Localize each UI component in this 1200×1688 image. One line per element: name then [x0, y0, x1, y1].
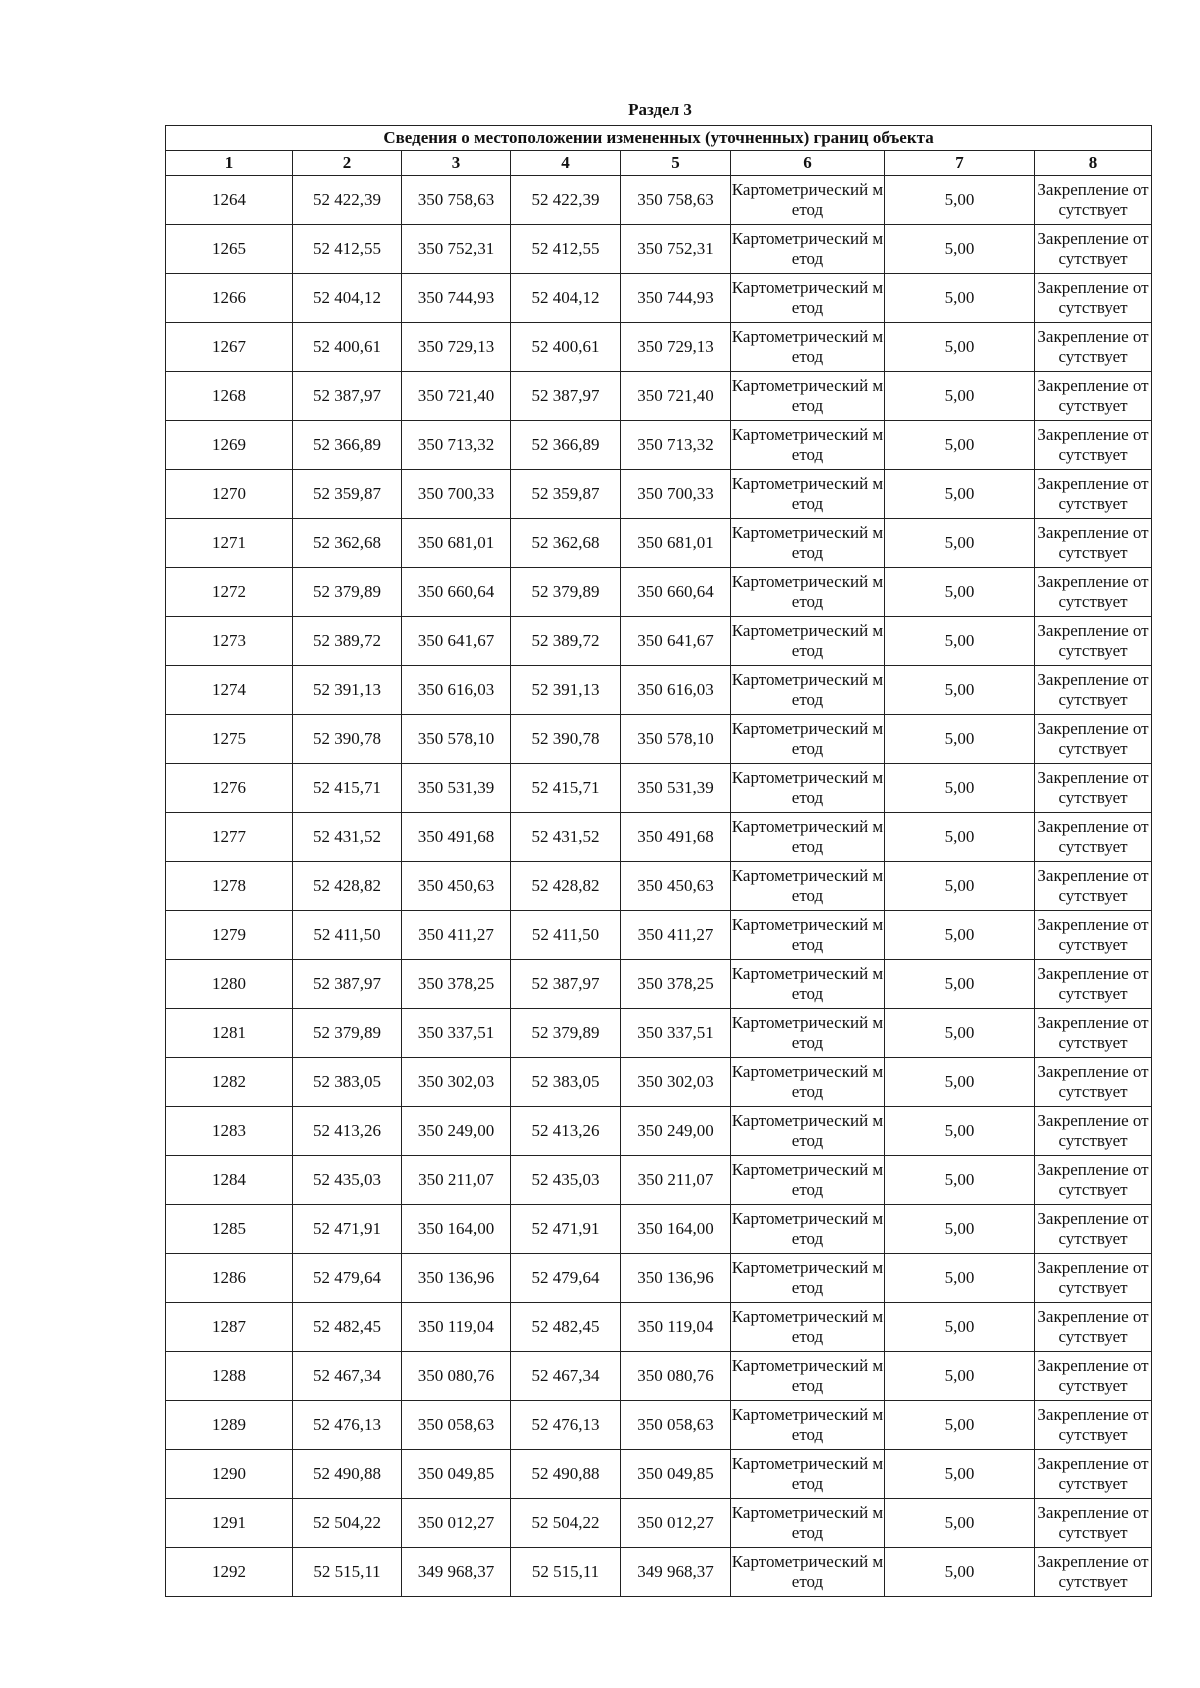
- x-existing-cell: 52 391,13: [293, 666, 402, 715]
- x-existing-cell: 52 415,71: [293, 764, 402, 813]
- column-number-row: [166, 151, 1152, 176]
- method-cell: Картометрический метод: [731, 421, 885, 470]
- column-number: 4: [511, 151, 621, 176]
- column-number: 1: [166, 151, 293, 176]
- table-row: [166, 421, 1152, 470]
- method-cell: Картометрический метод: [731, 1499, 885, 1548]
- method-cell: Картометрический метод: [731, 813, 885, 862]
- x-existing-cell: 52 362,68: [293, 519, 402, 568]
- fixing-cell: Закрепление отсутствует: [1035, 1156, 1152, 1205]
- x-existing-cell: 52 435,03: [293, 1156, 402, 1205]
- x-refined-cell: 52 359,87: [511, 470, 621, 519]
- table-row: [166, 1156, 1152, 1205]
- x-refined-cell: 52 400,61: [511, 323, 621, 372]
- table-row: [166, 1303, 1152, 1352]
- table-title: Сведения о местоположении измененных (уточненных) границ объекта: [166, 126, 1152, 151]
- y-refined-cell: 350 302,03: [621, 1058, 731, 1107]
- y-existing-cell: 350 049,85: [402, 1450, 511, 1499]
- point-number-cell: 1285: [166, 1205, 293, 1254]
- table-row: [166, 323, 1152, 372]
- point-number-cell: 1278: [166, 862, 293, 911]
- table-row: [166, 519, 1152, 568]
- method-cell: Картометрический метод: [731, 1058, 885, 1107]
- x-refined-cell: 52 467,34: [511, 1352, 621, 1401]
- method-cell: Картометрический метод: [731, 176, 885, 225]
- y-existing-cell: 350 531,39: [402, 764, 511, 813]
- table-row: [166, 372, 1152, 421]
- y-existing-cell: 350 450,63: [402, 862, 511, 911]
- x-refined-cell: 52 490,88: [511, 1450, 621, 1499]
- table-row: [166, 715, 1152, 764]
- column-number: 6: [731, 151, 885, 176]
- x-existing-cell: 52 389,72: [293, 617, 402, 666]
- table-row: [166, 1401, 1152, 1450]
- y-existing-cell: 350 641,67: [402, 617, 511, 666]
- x-refined-cell: 52 471,91: [511, 1205, 621, 1254]
- y-refined-cell: 350 729,13: [621, 323, 731, 372]
- method-cell: Картометрический метод: [731, 1107, 885, 1156]
- y-existing-cell: 350 713,32: [402, 421, 511, 470]
- x-existing-cell: 52 359,87: [293, 470, 402, 519]
- accuracy-cell: 5,00: [885, 715, 1035, 764]
- point-number-cell: 1271: [166, 519, 293, 568]
- y-refined-cell: 350 744,93: [621, 274, 731, 323]
- y-refined-cell: 350 491,68: [621, 813, 731, 862]
- method-cell: Картометрический метод: [731, 274, 885, 323]
- boundary-coordinates-table: [165, 125, 1152, 1597]
- accuracy-cell: 5,00: [885, 911, 1035, 960]
- fixing-cell: Закрепление отсутствует: [1035, 274, 1152, 323]
- y-existing-cell: 350 136,96: [402, 1254, 511, 1303]
- y-existing-cell: 350 752,31: [402, 225, 511, 274]
- accuracy-cell: 5,00: [885, 666, 1035, 715]
- table-row: [166, 176, 1152, 225]
- method-cell: Картометрический метод: [731, 1352, 885, 1401]
- fixing-cell: Закрепление отсутствует: [1035, 715, 1152, 764]
- y-existing-cell: 350 058,63: [402, 1401, 511, 1450]
- x-existing-cell: 52 390,78: [293, 715, 402, 764]
- x-refined-cell: 52 479,64: [511, 1254, 621, 1303]
- method-cell: Картометрический метод: [731, 470, 885, 519]
- method-cell: Картометрический метод: [731, 1548, 885, 1597]
- point-number-cell: 1290: [166, 1450, 293, 1499]
- point-number-cell: 1279: [166, 911, 293, 960]
- point-number-cell: 1275: [166, 715, 293, 764]
- fixing-cell: Закрепление отсутствует: [1035, 617, 1152, 666]
- method-cell: Картометрический метод: [731, 764, 885, 813]
- accuracy-cell: 5,00: [885, 1058, 1035, 1107]
- table-row: [166, 1254, 1152, 1303]
- x-refined-cell: 52 379,89: [511, 1009, 621, 1058]
- point-number-cell: 1288: [166, 1352, 293, 1401]
- accuracy-cell: 5,00: [885, 225, 1035, 274]
- y-refined-cell: 350 049,85: [621, 1450, 731, 1499]
- accuracy-cell: 5,00: [885, 421, 1035, 470]
- fixing-cell: Закрепление отсутствует: [1035, 519, 1152, 568]
- y-existing-cell: 350 378,25: [402, 960, 511, 1009]
- fixing-cell: Закрепление отсутствует: [1035, 1303, 1152, 1352]
- x-refined-cell: 52 482,45: [511, 1303, 621, 1352]
- x-refined-cell: 52 390,78: [511, 715, 621, 764]
- column-number: 3: [402, 151, 511, 176]
- point-number-cell: 1276: [166, 764, 293, 813]
- method-cell: Картометрический метод: [731, 617, 885, 666]
- x-existing-cell: 52 467,34: [293, 1352, 402, 1401]
- fixing-cell: Закрепление отсутствует: [1035, 1254, 1152, 1303]
- y-refined-cell: 350 450,63: [621, 862, 731, 911]
- x-refined-cell: 52 422,39: [511, 176, 621, 225]
- y-refined-cell: 350 641,67: [621, 617, 731, 666]
- point-number-cell: 1284: [166, 1156, 293, 1205]
- point-number-cell: 1267: [166, 323, 293, 372]
- fixing-cell: Закрепление отсутствует: [1035, 568, 1152, 617]
- table-row: [166, 1450, 1152, 1499]
- point-number-cell: 1281: [166, 1009, 293, 1058]
- y-refined-cell: 349 968,37: [621, 1548, 731, 1597]
- y-existing-cell: 350 080,76: [402, 1352, 511, 1401]
- y-refined-cell: 350 700,33: [621, 470, 731, 519]
- accuracy-cell: 5,00: [885, 470, 1035, 519]
- point-number-cell: 1273: [166, 617, 293, 666]
- method-cell: Картометрический метод: [731, 911, 885, 960]
- point-number-cell: 1272: [166, 568, 293, 617]
- table-row: [166, 764, 1152, 813]
- x-existing-cell: 52 413,26: [293, 1107, 402, 1156]
- y-refined-cell: 350 713,32: [621, 421, 731, 470]
- y-existing-cell: 350 681,01: [402, 519, 511, 568]
- accuracy-cell: 5,00: [885, 813, 1035, 862]
- table-row: [166, 568, 1152, 617]
- x-refined-cell: 52 431,52: [511, 813, 621, 862]
- accuracy-cell: 5,00: [885, 764, 1035, 813]
- table-row: [166, 1548, 1152, 1597]
- fixing-cell: Закрепление отсутствует: [1035, 225, 1152, 274]
- y-existing-cell: 350 700,33: [402, 470, 511, 519]
- x-existing-cell: 52 379,89: [293, 1009, 402, 1058]
- method-cell: Картометрический метод: [731, 519, 885, 568]
- y-refined-cell: 350 411,27: [621, 911, 731, 960]
- accuracy-cell: 5,00: [885, 1303, 1035, 1352]
- accuracy-cell: 5,00: [885, 1401, 1035, 1450]
- x-existing-cell: 52 504,22: [293, 1499, 402, 1548]
- accuracy-cell: 5,00: [885, 519, 1035, 568]
- accuracy-cell: 5,00: [885, 323, 1035, 372]
- x-refined-cell: 52 415,71: [511, 764, 621, 813]
- x-refined-cell: 52 411,50: [511, 911, 621, 960]
- accuracy-cell: 5,00: [885, 176, 1035, 225]
- column-number: 7: [885, 151, 1035, 176]
- point-number-cell: 1291: [166, 1499, 293, 1548]
- method-cell: Картометрический метод: [731, 1205, 885, 1254]
- y-existing-cell: 350 211,07: [402, 1156, 511, 1205]
- y-existing-cell: 350 249,00: [402, 1107, 511, 1156]
- method-cell: Картометрический метод: [731, 666, 885, 715]
- y-refined-cell: 350 752,31: [621, 225, 731, 274]
- x-existing-cell: 52 476,13: [293, 1401, 402, 1450]
- fixing-cell: Закрепление отсутствует: [1035, 813, 1152, 862]
- y-refined-cell: 350 660,64: [621, 568, 731, 617]
- point-number-cell: 1287: [166, 1303, 293, 1352]
- x-refined-cell: 52 476,13: [511, 1401, 621, 1450]
- x-refined-cell: 52 389,72: [511, 617, 621, 666]
- y-refined-cell: 350 136,96: [621, 1254, 731, 1303]
- point-number-cell: 1289: [166, 1401, 293, 1450]
- point-number-cell: 1283: [166, 1107, 293, 1156]
- accuracy-cell: 5,00: [885, 617, 1035, 666]
- method-cell: Картометрический метод: [731, 1009, 885, 1058]
- x-refined-cell: 52 379,89: [511, 568, 621, 617]
- method-cell: Картометрический метод: [731, 960, 885, 1009]
- accuracy-cell: 5,00: [885, 1009, 1035, 1058]
- x-refined-cell: 52 404,12: [511, 274, 621, 323]
- x-existing-cell: 52 479,64: [293, 1254, 402, 1303]
- method-cell: Картометрический метод: [731, 862, 885, 911]
- point-number-cell: 1274: [166, 666, 293, 715]
- y-refined-cell: 350 721,40: [621, 372, 731, 421]
- y-refined-cell: 350 211,07: [621, 1156, 731, 1205]
- y-existing-cell: 349 968,37: [402, 1548, 511, 1597]
- table-row: [166, 1352, 1152, 1401]
- fixing-cell: Закрепление отсутствует: [1035, 1450, 1152, 1499]
- y-refined-cell: 350 058,63: [621, 1401, 731, 1450]
- point-number-cell: 1286: [166, 1254, 293, 1303]
- accuracy-cell: 5,00: [885, 568, 1035, 617]
- y-existing-cell: 350 578,10: [402, 715, 511, 764]
- accuracy-cell: 5,00: [885, 1107, 1035, 1156]
- y-refined-cell: 350 164,00: [621, 1205, 731, 1254]
- table-row: [166, 813, 1152, 862]
- table-row: [166, 960, 1152, 1009]
- column-number: 8: [1035, 151, 1152, 176]
- column-number: 2: [293, 151, 402, 176]
- x-refined-cell: 52 413,26: [511, 1107, 621, 1156]
- point-number-cell: 1268: [166, 372, 293, 421]
- x-existing-cell: 52 387,97: [293, 960, 402, 1009]
- table-row: [166, 617, 1152, 666]
- y-existing-cell: 350 744,93: [402, 274, 511, 323]
- method-cell: Картометрический метод: [731, 323, 885, 372]
- point-number-cell: 1280: [166, 960, 293, 1009]
- method-cell: Картометрический метод: [731, 1303, 885, 1352]
- table-row: [166, 274, 1152, 323]
- y-existing-cell: 350 616,03: [402, 666, 511, 715]
- y-refined-cell: 350 119,04: [621, 1303, 731, 1352]
- point-number-cell: 1282: [166, 1058, 293, 1107]
- y-existing-cell: 350 660,64: [402, 568, 511, 617]
- point-number-cell: 1265: [166, 225, 293, 274]
- y-existing-cell: 350 337,51: [402, 1009, 511, 1058]
- x-existing-cell: 52 383,05: [293, 1058, 402, 1107]
- x-existing-cell: 52 387,97: [293, 372, 402, 421]
- method-cell: Картометрический метод: [731, 372, 885, 421]
- fixing-cell: Закрепление отсутствует: [1035, 666, 1152, 715]
- x-existing-cell: 52 412,55: [293, 225, 402, 274]
- table-row: [166, 1058, 1152, 1107]
- method-cell: Картометрический метод: [731, 1254, 885, 1303]
- y-existing-cell: 350 164,00: [402, 1205, 511, 1254]
- fixing-cell: Закрепление отсутствует: [1035, 960, 1152, 1009]
- table-row: [166, 666, 1152, 715]
- x-existing-cell: 52 404,12: [293, 274, 402, 323]
- y-refined-cell: 350 249,00: [621, 1107, 731, 1156]
- accuracy-cell: 5,00: [885, 372, 1035, 421]
- fixing-cell: Закрепление отсутствует: [1035, 1548, 1152, 1597]
- y-refined-cell: 350 758,63: [621, 176, 731, 225]
- x-refined-cell: 52 362,68: [511, 519, 621, 568]
- x-existing-cell: 52 515,11: [293, 1548, 402, 1597]
- accuracy-cell: 5,00: [885, 1156, 1035, 1205]
- table-row: [166, 1009, 1152, 1058]
- x-existing-cell: 52 471,91: [293, 1205, 402, 1254]
- x-refined-cell: 52 428,82: [511, 862, 621, 911]
- accuracy-cell: 5,00: [885, 862, 1035, 911]
- table-row: [166, 470, 1152, 519]
- x-existing-cell: 52 422,39: [293, 176, 402, 225]
- accuracy-cell: 5,00: [885, 274, 1035, 323]
- y-refined-cell: 350 012,27: [621, 1499, 731, 1548]
- accuracy-cell: 5,00: [885, 1548, 1035, 1597]
- table-row: [166, 1107, 1152, 1156]
- y-existing-cell: 350 012,27: [402, 1499, 511, 1548]
- x-existing-cell: 52 428,82: [293, 862, 402, 911]
- fixing-cell: Закрепление отсутствует: [1035, 764, 1152, 813]
- x-refined-cell: 52 387,97: [511, 372, 621, 421]
- fixing-cell: Закрепление отсутствует: [1035, 862, 1152, 911]
- x-existing-cell: 52 366,89: [293, 421, 402, 470]
- x-refined-cell: 52 515,11: [511, 1548, 621, 1597]
- fixing-cell: Закрепление отсутствует: [1035, 421, 1152, 470]
- y-existing-cell: 350 119,04: [402, 1303, 511, 1352]
- x-refined-cell: 52 412,55: [511, 225, 621, 274]
- fixing-cell: Закрепление отсутствует: [1035, 1401, 1152, 1450]
- method-cell: Картометрический метод: [731, 225, 885, 274]
- fixing-cell: Закрепление отсутствует: [1035, 1107, 1152, 1156]
- y-existing-cell: 350 411,27: [402, 911, 511, 960]
- point-number-cell: 1264: [166, 176, 293, 225]
- accuracy-cell: 5,00: [885, 1450, 1035, 1499]
- column-number: 5: [621, 151, 731, 176]
- point-number-cell: 1292: [166, 1548, 293, 1597]
- y-existing-cell: 350 721,40: [402, 372, 511, 421]
- method-cell: Картометрический метод: [731, 1156, 885, 1205]
- accuracy-cell: 5,00: [885, 1352, 1035, 1401]
- y-refined-cell: 350 578,10: [621, 715, 731, 764]
- method-cell: Картометрический метод: [731, 1401, 885, 1450]
- y-refined-cell: 350 531,39: [621, 764, 731, 813]
- accuracy-cell: 5,00: [885, 1254, 1035, 1303]
- point-number-cell: 1269: [166, 421, 293, 470]
- fixing-cell: Закрепление отсутствует: [1035, 1352, 1152, 1401]
- fixing-cell: Закрепление отсутствует: [1035, 1499, 1152, 1548]
- section-label: Раздел 3: [628, 100, 692, 119]
- table-row: [166, 225, 1152, 274]
- x-existing-cell: 52 490,88: [293, 1450, 402, 1499]
- fixing-cell: Закрепление отсутствует: [1035, 1205, 1152, 1254]
- y-existing-cell: 350 758,63: [402, 176, 511, 225]
- accuracy-cell: 5,00: [885, 1499, 1035, 1548]
- y-existing-cell: 350 491,68: [402, 813, 511, 862]
- method-cell: Картометрический метод: [731, 1450, 885, 1499]
- x-existing-cell: 52 482,45: [293, 1303, 402, 1352]
- x-existing-cell: 52 431,52: [293, 813, 402, 862]
- x-existing-cell: 52 379,89: [293, 568, 402, 617]
- table-row: [166, 1205, 1152, 1254]
- table-body: [166, 176, 1152, 1597]
- fixing-cell: Закрепление отсутствует: [1035, 372, 1152, 421]
- fixing-cell: Закрепление отсутствует: [1035, 1009, 1152, 1058]
- x-refined-cell: 52 383,05: [511, 1058, 621, 1107]
- fixing-cell: Закрепление отсутствует: [1035, 176, 1152, 225]
- x-refined-cell: 52 366,89: [511, 421, 621, 470]
- y-refined-cell: 350 337,51: [621, 1009, 731, 1058]
- table-row: [166, 911, 1152, 960]
- x-refined-cell: 52 435,03: [511, 1156, 621, 1205]
- fixing-cell: Закрепление отсутствует: [1035, 1058, 1152, 1107]
- y-refined-cell: 350 681,01: [621, 519, 731, 568]
- x-existing-cell: 52 400,61: [293, 323, 402, 372]
- x-refined-cell: 52 387,97: [511, 960, 621, 1009]
- y-refined-cell: 350 616,03: [621, 666, 731, 715]
- x-refined-cell: 52 391,13: [511, 666, 621, 715]
- x-existing-cell: 52 411,50: [293, 911, 402, 960]
- y-existing-cell: 350 729,13: [402, 323, 511, 372]
- y-refined-cell: 350 378,25: [621, 960, 731, 1009]
- x-refined-cell: 52 504,22: [511, 1499, 621, 1548]
- y-refined-cell: 350 080,76: [621, 1352, 731, 1401]
- fixing-cell: Закрепление отсутствует: [1035, 470, 1152, 519]
- method-cell: Картометрический метод: [731, 568, 885, 617]
- method-cell: Картометрический метод: [731, 715, 885, 764]
- table-row: [166, 1499, 1152, 1548]
- y-existing-cell: 350 302,03: [402, 1058, 511, 1107]
- point-number-cell: 1277: [166, 813, 293, 862]
- table-row: [166, 862, 1152, 911]
- point-number-cell: 1266: [166, 274, 293, 323]
- accuracy-cell: 5,00: [885, 1205, 1035, 1254]
- accuracy-cell: 5,00: [885, 960, 1035, 1009]
- fixing-cell: Закрепление отсутствует: [1035, 323, 1152, 372]
- point-number-cell: 1270: [166, 470, 293, 519]
- fixing-cell: Закрепление отсутствует: [1035, 911, 1152, 960]
